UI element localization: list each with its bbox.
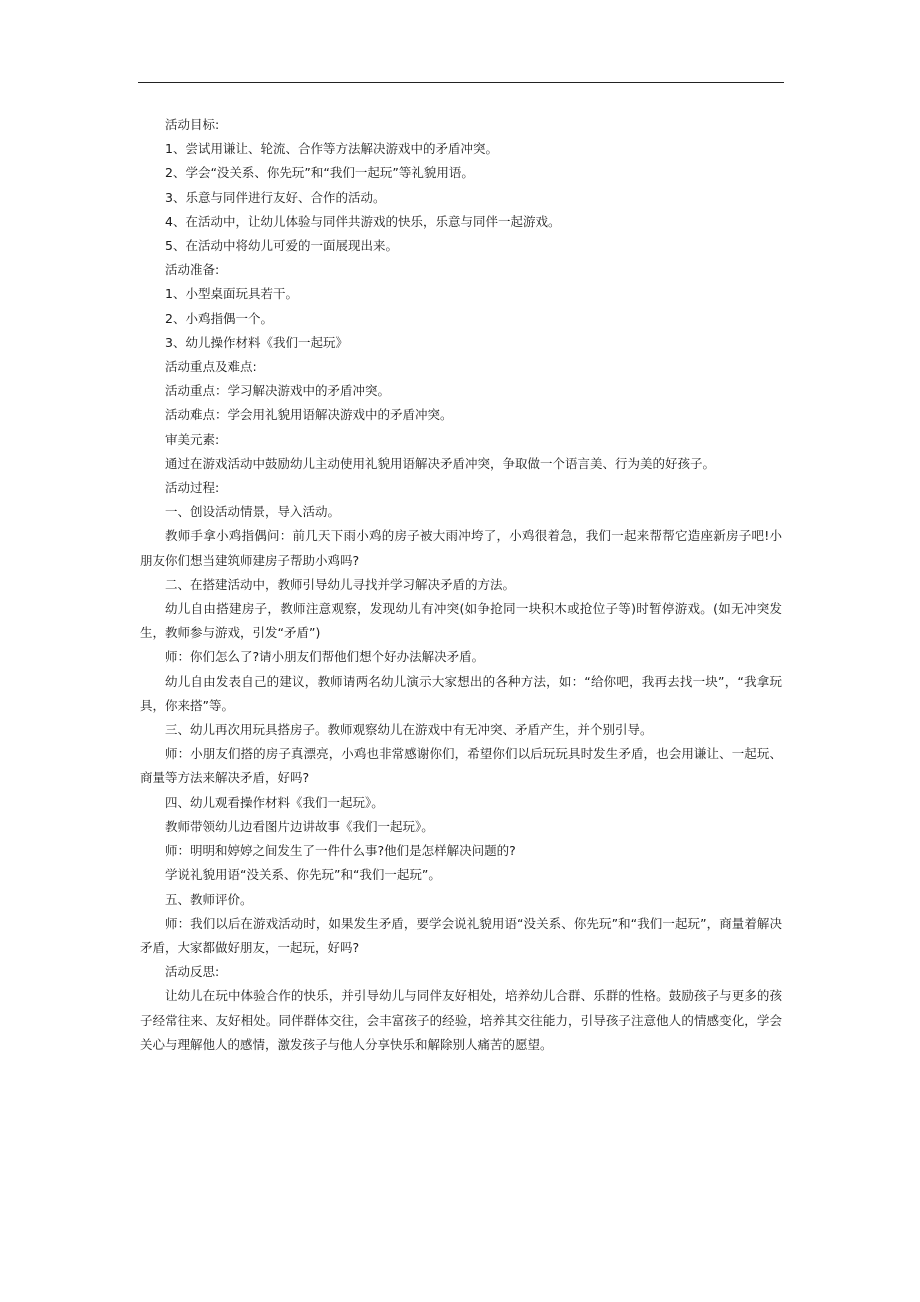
header-rule [138,82,784,83]
process-step-heading: 五、教师评价。 [165,891,253,907]
goal-item: 5、在活动中将幼儿可爱的一面展现出来。 [165,238,398,254]
process-paragraph: 师：你们怎么了?请小朋友们帮他们想个好办法解决矛盾。 [165,649,485,665]
process-step-heading: 二、在搭建活动中，教师引导幼儿寻找并学习解决矛盾的方法。 [165,576,516,592]
heading-reflection: 活动反思: [165,964,220,980]
process-step-heading: 四、幼儿观看操作材料《我们一起玩》。 [165,794,384,810]
heading-goals: 活动目标: [165,117,220,132]
preparation-item: 1、小型桌面玩具若干。 [165,286,298,302]
process-step-heading: 三、幼儿再次用玩具搭房子。教师观察幼儿在游戏中有无冲突、矛盾产生，并个别引导。 [165,722,653,738]
difficult-point: 活动难点：学会用礼貌用语解决游戏中的矛盾冲突。 [165,407,453,423]
goal-item: 3、乐意与同伴进行友好、合作的活动。 [165,189,386,205]
preparation-item: 2、小鸡指偶一个。 [165,310,273,326]
process-paragraph: 师：明明和婷婷之间发生了一件什么事?他们是怎样解决问题的? [165,843,516,859]
document-body [140,113,782,1057]
heading-key-points: 活动重点及难点: [165,359,257,375]
heading-process: 活动过程: [165,480,220,496]
process-paragraph: 师：小朋友们搭的房子真漂亮，小鸡也非常感谢你们，希望你们以后玩玩具时发生矛盾，也会用谦让、一起玩、商量等方法来解决矛盾，好吗? [140,746,782,786]
process-paragraph: 教师带领幼儿边看图片边讲故事《我们一起玩》。 [165,818,434,834]
process-paragraph: 幼儿自由搭建房子，教师注意观察，发现幼儿有冲突(如争抢同一块积木或抢位子等)时暂停游戏。(如无冲突发生，教师参与游戏，引发“矛盾”) [140,601,782,641]
goal-item: 4、在活动中，让幼儿体验与同伴共游戏的快乐，乐意与同伴一起游戏。 [165,213,561,229]
heading-aesthetic: 审美元素: [165,431,220,447]
process-paragraph: 教师手拿小鸡指偶问：前几天下雨小鸡的房子被大雨冲垮了，小鸡很着急，我们一起来帮帮它造座新房子吧!小朋友你们想当建筑师建房子帮助小鸡吗? [140,528,782,568]
aesthetic-text: 通过在游戏活动中鼓励幼儿主动使用礼貌用语解决矛盾冲突，争取做一个语言美、行为美的好孩子。 [165,455,716,471]
goal-item: 1、尝试用谦让、轮流、合作等方法解决游戏中的矛盾冲突。 [165,141,498,157]
heading-preparation: 活动准备: [165,262,220,278]
preparation-item: 3、幼儿操作材料《我们一起玩》 [165,334,348,350]
process-paragraph: 师：我们以后在游戏活动时，如果发生矛盾，要学会说礼貌用语“没关系、你先玩”和“我们一起玩”，商量着解决矛盾，大家都做好朋友，一起玩，好吗? [140,915,782,955]
process-step-heading: 一、创设活动情景，导入活动。 [165,504,341,520]
goal-item: 2、学会“没关系、你先玩”和“我们一起玩”等礼貌用语。 [165,165,474,181]
process-paragraph: 学说礼貌用语“没关系、你先玩”和“我们一起玩”。 [165,867,441,883]
reflection-text: 让幼儿在玩中体验合作的快乐，并引导幼儿与同伴友好相处，培养幼儿合群、乐群的性格。鼓励孩子与更多的孩子经常往来、友好相处。同伴群体交往，会丰富孩子的经验，培养其交往能力，引导孩子注意他人的情感变化，学会关心与理解他人的感情，激发孩子与他人分享快乐和解除别人痛苦的愿望。 [140,988,782,1052]
key-point: 活动重点：学习解决游戏中的矛盾冲突。 [165,383,391,399]
process-paragraph: 幼儿自由发表自己的建议，教师请两名幼儿演示大家想出的各种方法，如：“给你吧，我再去找一块”，“我拿玩具，你来搭”等。 [140,673,782,713]
